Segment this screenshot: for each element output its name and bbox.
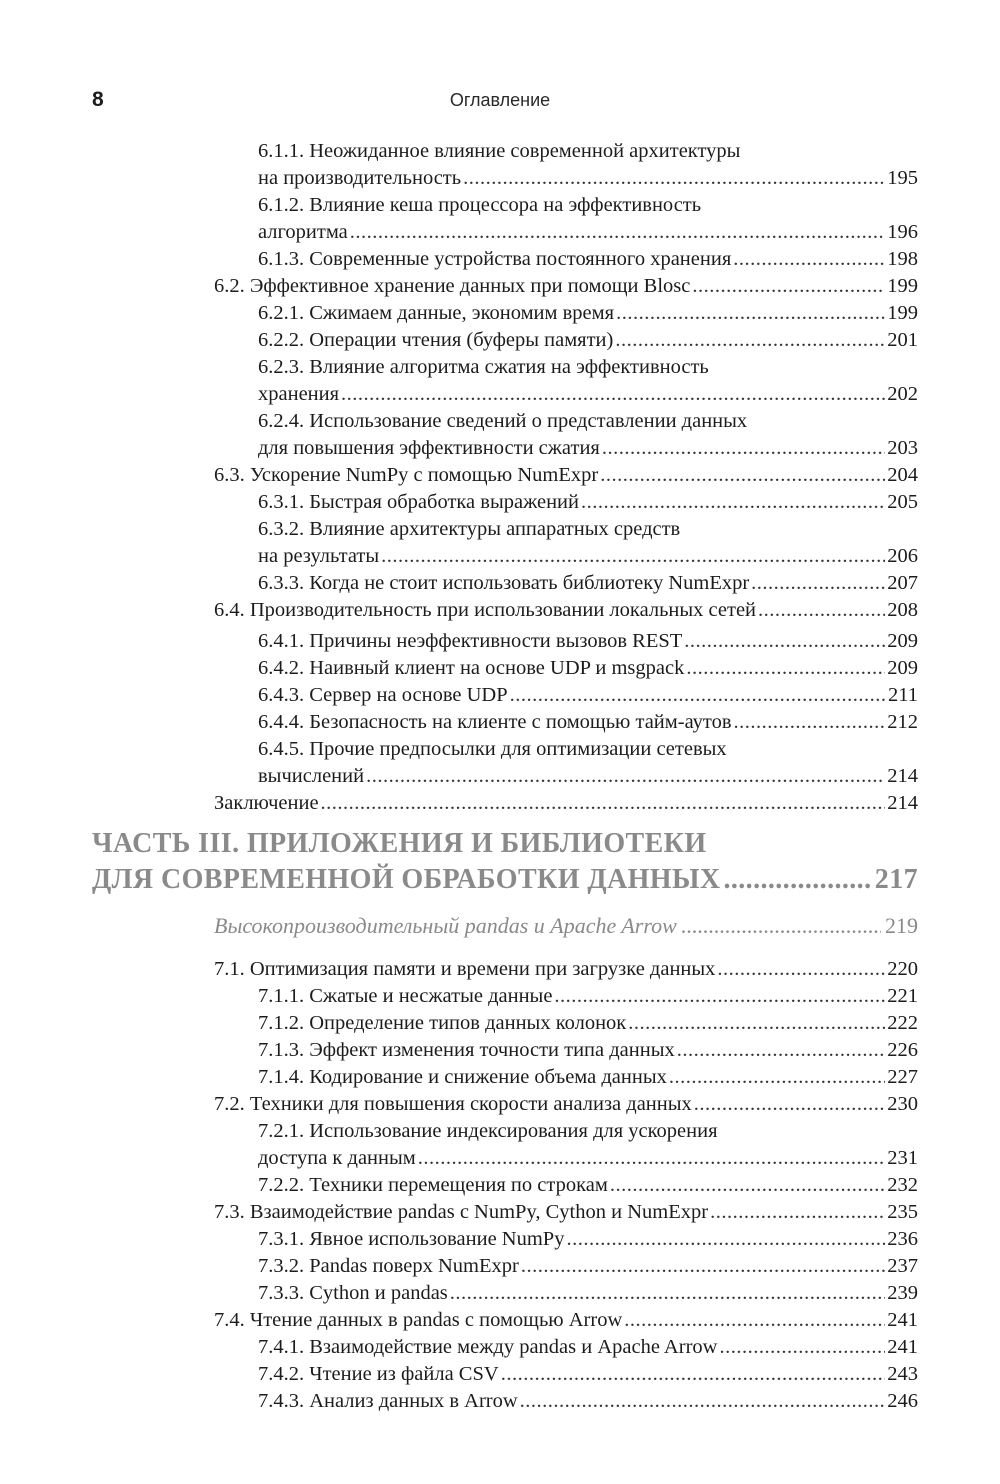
toc-entry-6-2-3-cont: хранения ..... 202 <box>258 381 918 408</box>
toc-entry-6-1-1-cont: на производительность ..... 195 <box>258 165 918 192</box>
toc-entry-6-4-5-cont: вычислений ..... 214 <box>258 763 918 790</box>
toc-entry-7-2-1-cont: доступа к данным ..... 231 <box>258 1145 918 1172</box>
dot-leader <box>381 543 885 570</box>
toc-entry-7-1-1: 7.1.1. Сжатые и несжатые данные ..... 221 <box>258 983 918 1010</box>
toc-entry-6-2-4: 6.2.4. Использование сведений о представлении данных <box>258 410 748 432</box>
toc-entry-7-4-2: 7.4.2. Чтение из файла CSV ..... 243 <box>258 1361 918 1388</box>
page-ref: 239 <box>887 1282 918 1304</box>
toc-entry-6-3-2-cont: на результаты ..... 206 <box>258 543 918 570</box>
page-ref: 198 <box>887 248 918 270</box>
page-ref: 211 <box>888 684 918 706</box>
running-title: Оглавление <box>449 90 551 110</box>
toc-entry-6-1-2: 6.1.2. Влияние кеша процессора на эффективность <box>258 194 702 216</box>
toc-entry-6-2-1: 6.2.1. Сжимаем данные, экономим время ..... 199 <box>258 300 918 327</box>
dot-leader <box>581 489 885 516</box>
toc-entry-6-1-2-cont: алгоритма ..... 196 <box>258 219 918 246</box>
toc-entry-7-3-3: 7.3.3. Cython и pandas ..... 239 <box>258 1280 918 1307</box>
toc-entry-7-2: 7.2. Техники для повышения скорости анализа данных ..... 230 <box>214 1091 918 1118</box>
dot-leader <box>418 1145 886 1172</box>
dot-leader <box>616 300 885 327</box>
toc-entry-7-3-2: 7.3.2. Pandas поверх NumExpr ..... 237 <box>258 1253 918 1280</box>
toc-entry-7-2-2: 7.2.2. Техники перемещения по строкам ..... 232 <box>258 1172 918 1199</box>
page-ref: 231 <box>887 1147 918 1169</box>
dot-leader <box>610 1172 885 1199</box>
page-ref: 230 <box>887 1093 918 1115</box>
toc-entry-6-4: 6.4. Производительность при использовании локальных сетей ..... 208 <box>214 597 918 624</box>
dot-leader <box>566 1226 885 1253</box>
toc-entry-7-1: 7.1. Оптимизация памяти и времени при загрузке данных ..... 220 <box>214 956 918 983</box>
toc-entry-7-3: 7.3. Взаимодействие pandas с NumPy, Cython и NumExpr ..... 235 <box>214 1199 918 1226</box>
toc-entry-6-3-1: 6.3.1. Быстрая обработка выражений ..... 205 <box>258 489 918 516</box>
toc-entry-6-4-1: 6.4.1. Причины неэффективности вызовов REST ..... 209 <box>258 628 918 655</box>
dot-leader <box>684 628 885 655</box>
dot-leader <box>710 1199 885 1226</box>
toc-entry-6-4-2: 6.4.2. Наивный клиент на основе UDP и msgpack ..... 209 <box>258 655 918 682</box>
dot-leader <box>692 273 885 300</box>
page-ref: 241 <box>887 1309 918 1331</box>
dot-leader <box>321 790 886 817</box>
toc-entry-6-4-4: 6.4.4. Безопасность на клиенте с помощью тайм-аутов ..... 212 <box>258 709 918 736</box>
dot-leader <box>501 1361 886 1388</box>
page-ref: 204 <box>887 464 918 486</box>
toc-entry-6-4-5: 6.4.5. Прочие предпосылки для оптимизации сетевых <box>258 738 727 760</box>
page-ref: 221 <box>887 985 918 1007</box>
part-heading: ЧАСТЬ III. ПРИЛОЖЕНИЯ И БИБЛИОТЕКИ <box>92 828 707 859</box>
dot-leader <box>521 1253 885 1280</box>
dot-leader <box>751 570 885 597</box>
chapter-heading: Высокопроизводительный pandas и Apache Arrow ..... 219 <box>214 911 918 941</box>
dot-leader <box>450 1280 885 1307</box>
toc-entry-7-1-4: 7.1.4. Кодирование и снижение объема данных ..... 227 <box>258 1064 918 1091</box>
page-ref: 209 <box>887 657 918 679</box>
page-ref: 214 <box>887 765 918 787</box>
dot-leader <box>733 246 885 273</box>
dot-leader <box>758 597 885 624</box>
dot-leader <box>554 983 885 1010</box>
part-heading-cont: ДЛЯ СОВРЕМЕННОЙ ОБРАБОТКИ ДАННЫХ ..... 217 <box>92 862 918 898</box>
toc-entry-6-2-3: 6.2.3. Влияние алгоритма сжатия на эффективность <box>258 356 709 378</box>
page-ref: 212 <box>887 711 918 733</box>
dot-leader <box>723 862 871 898</box>
page-ref: 235 <box>887 1201 918 1223</box>
toc-entry-7-4: 7.4. Чтение данных в pandas с помощью Arrow ..... 241 <box>214 1307 918 1334</box>
toc-entry-6-1-1: 6.1.1. Неожиданное влияние современной архитектуры <box>258 140 741 162</box>
dot-leader <box>734 709 886 736</box>
page-ref: 209 <box>887 630 918 652</box>
dot-leader <box>628 1010 885 1037</box>
dot-leader <box>600 462 885 489</box>
toc-entry-6-3: 6.3. Ускорение NumPy с помощью NumExpr ..... 204 <box>214 462 918 489</box>
dot-leader <box>615 327 885 354</box>
toc-entry-7-1-3: 7.1.3. Эффект изменения точности типа данных ..... 226 <box>258 1037 918 1064</box>
toc-entry-6-4-3: 6.4.3. Сервер на основе UDP ..... 211 <box>258 682 918 709</box>
page-ref: 214 <box>887 792 918 814</box>
page-ref: 219 <box>885 913 918 938</box>
page-ref: 199 <box>887 302 918 324</box>
page-number: 8 <box>92 88 104 111</box>
page-ref: 201 <box>887 329 918 351</box>
toc-entry-6-2-2: 6.2.2. Операции чтения (буферы памяти) ..... 201 <box>258 327 918 354</box>
page-ref: 241 <box>887 1336 918 1358</box>
page-ref: 222 <box>887 1012 918 1034</box>
page-ref: 196 <box>887 221 918 243</box>
page-ref: 226 <box>887 1039 918 1061</box>
toc-entry-conclusion: Заключение ..... 214 <box>214 790 918 817</box>
toc-entry-6-2-4-cont: для повышения эффективности сжатия ..... 203 <box>258 435 918 462</box>
page-ref: 232 <box>887 1174 918 1196</box>
dot-leader <box>463 165 885 192</box>
dot-leader <box>669 1064 885 1091</box>
toc-entry-7-4-1: 7.4.1. Взаимодействие между pandas и Apache Arrow ..... 241 <box>258 1334 918 1361</box>
dot-leader <box>686 655 885 682</box>
page-ref: 243 <box>887 1363 918 1385</box>
dot-leader <box>341 381 885 408</box>
toc-entry-7-1-2: 7.1.2. Определение типов данных колонок ..... 222 <box>258 1010 918 1037</box>
toc-entry-6-2: 6.2. Эффективное хранение данных при помощи Blosc ..... 199 <box>214 273 918 300</box>
page-ref: 199 <box>887 275 918 297</box>
toc-entry-7-4-3: 7.4.3. Анализ данных в Arrow ..... 246 <box>258 1388 918 1415</box>
page-ref: 227 <box>887 1066 918 1088</box>
page-ref: 195 <box>887 167 918 189</box>
dot-leader <box>602 435 885 462</box>
dot-leader <box>717 956 885 983</box>
page-ref: 205 <box>887 491 918 513</box>
toc-entry-6-3-3: 6.3.3. Когда не стоит использовать библиотеку NumExpr ..... 207 <box>258 570 918 597</box>
page-ref: 206 <box>887 545 918 567</box>
page-ref: 236 <box>887 1228 918 1250</box>
page-ref: 237 <box>887 1255 918 1277</box>
dot-leader <box>350 219 885 246</box>
dot-leader <box>681 911 881 941</box>
toc-entry-6-3-2: 6.3.2. Влияние архитектуры аппаратных средств <box>258 518 681 540</box>
page-ref: 220 <box>887 958 918 980</box>
dot-leader <box>677 1037 886 1064</box>
page-ref: 217 <box>874 864 918 895</box>
dot-leader <box>520 1388 886 1415</box>
page-ref: 202 <box>887 383 918 405</box>
dot-leader <box>719 1334 885 1361</box>
toc-entry-7-3-1: 7.3.1. Явное использование NumPy ..... 236 <box>258 1226 918 1253</box>
page-ref: 246 <box>887 1390 918 1412</box>
toc-entry-7-2-1: 7.2.1. Использование индексирования для ускорения <box>258 1120 718 1142</box>
page-ref: 207 <box>887 572 918 594</box>
dot-leader <box>624 1307 885 1334</box>
dot-leader <box>510 682 886 709</box>
dot-leader <box>366 763 885 790</box>
dot-leader <box>694 1091 885 1118</box>
toc-entry-6-1-3: 6.1.3. Современные устройства постоянного хранения ..... 198 <box>258 246 918 273</box>
page-ref: 203 <box>887 437 918 459</box>
page-ref: 208 <box>887 599 918 621</box>
